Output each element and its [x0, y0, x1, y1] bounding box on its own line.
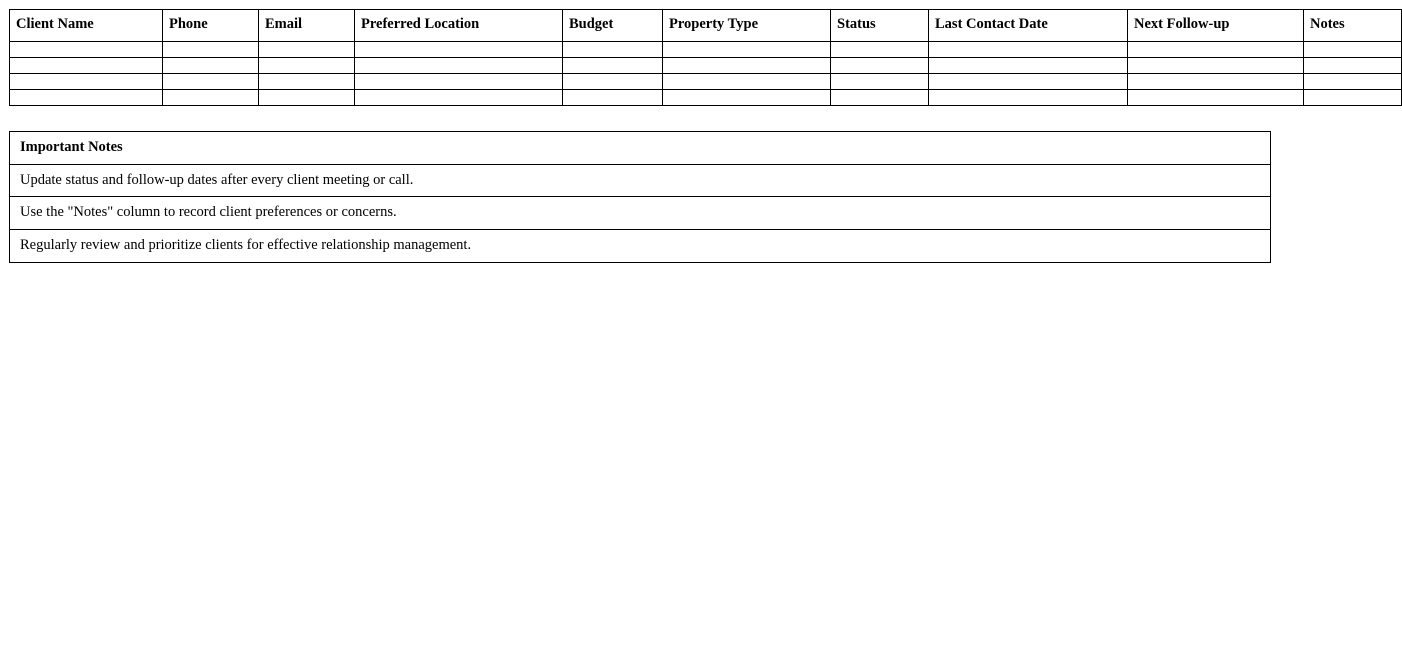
cell-preferred-location[interactable]	[355, 89, 563, 105]
cell-next-follow-up[interactable]	[1128, 73, 1304, 89]
cell-notes[interactable]	[1304, 89, 1402, 105]
cell-phone[interactable]	[163, 41, 259, 57]
important-notes-heading: Important Notes	[10, 132, 1271, 165]
cell-last-contact-date[interactable]	[929, 57, 1128, 73]
column-header-budget: Budget	[563, 10, 663, 42]
cell-preferred-location[interactable]	[355, 41, 563, 57]
cell-next-follow-up[interactable]	[1128, 57, 1304, 73]
cell-client-name[interactable]	[10, 57, 163, 73]
client-table-body	[10, 41, 1402, 105]
column-header-phone: Phone	[163, 10, 259, 42]
list-item	[10, 230, 1271, 263]
cell-property-type[interactable]	[663, 41, 831, 57]
list-item	[10, 197, 1271, 230]
cell-property-type[interactable]	[663, 73, 831, 89]
important-notes-table	[9, 131, 1271, 263]
column-header-status: Status	[831, 10, 929, 42]
cell-preferred-location[interactable]	[355, 73, 563, 89]
client-tracker-table-container	[9, 9, 1345, 106]
cell-last-contact-date[interactable]	[929, 41, 1128, 57]
important-note-1: Update status and follow-up dates after every client meeting or call.	[10, 164, 1271, 197]
column-header-preferred-location: Preferred Location	[355, 10, 563, 42]
cell-next-follow-up[interactable]	[1128, 41, 1304, 57]
cell-budget[interactable]	[563, 41, 663, 57]
column-header-email: Email	[259, 10, 355, 42]
header-row	[10, 10, 1402, 42]
table-row[interactable]	[10, 89, 1402, 105]
table-row[interactable]	[10, 73, 1402, 89]
cell-email[interactable]	[259, 89, 355, 105]
cell-status[interactable]	[831, 73, 929, 89]
cell-client-name[interactable]	[10, 41, 163, 57]
cell-budget[interactable]	[563, 57, 663, 73]
cell-notes[interactable]	[1304, 57, 1402, 73]
column-header-property-type: Property Type	[663, 10, 831, 42]
important-notes-container	[9, 131, 1271, 263]
cell-property-type[interactable]	[663, 57, 831, 73]
cell-preferred-location[interactable]	[355, 57, 563, 73]
cell-phone[interactable]	[163, 89, 259, 105]
cell-status[interactable]	[831, 57, 929, 73]
cell-last-contact-date[interactable]	[929, 89, 1128, 105]
cell-phone[interactable]	[163, 57, 259, 73]
cell-client-name[interactable]	[10, 89, 163, 105]
column-header-next-follow-up: Next Follow-up	[1128, 10, 1304, 42]
list-item	[10, 164, 1271, 197]
cell-status[interactable]	[831, 41, 929, 57]
cell-budget[interactable]	[563, 89, 663, 105]
client-table-header	[10, 10, 1402, 42]
important-note-3: Regularly review and prioritize clients for effective relationship management.	[10, 230, 1271, 263]
cell-last-contact-date[interactable]	[929, 73, 1128, 89]
cell-email[interactable]	[259, 41, 355, 57]
column-header-client-name: Client Name	[10, 10, 163, 42]
cell-next-follow-up[interactable]	[1128, 89, 1304, 105]
table-row[interactable]	[10, 57, 1402, 73]
column-header-notes: Notes	[1304, 10, 1402, 42]
cell-property-type[interactable]	[663, 89, 831, 105]
client-tracker-table	[9, 9, 1402, 106]
important-note-2: Use the "Notes" column to record client preferences or concerns.	[10, 197, 1271, 230]
important-notes-body	[10, 132, 1271, 263]
cell-budget[interactable]	[563, 73, 663, 89]
cell-status[interactable]	[831, 89, 929, 105]
notes-heading-row	[10, 132, 1271, 165]
cell-email[interactable]	[259, 57, 355, 73]
column-header-last-contact-date: Last Contact Date	[929, 10, 1128, 42]
cell-client-name[interactable]	[10, 73, 163, 89]
cell-notes[interactable]	[1304, 73, 1402, 89]
cell-email[interactable]	[259, 73, 355, 89]
table-row[interactable]	[10, 41, 1402, 57]
cell-phone[interactable]	[163, 73, 259, 89]
cell-notes[interactable]	[1304, 41, 1402, 57]
